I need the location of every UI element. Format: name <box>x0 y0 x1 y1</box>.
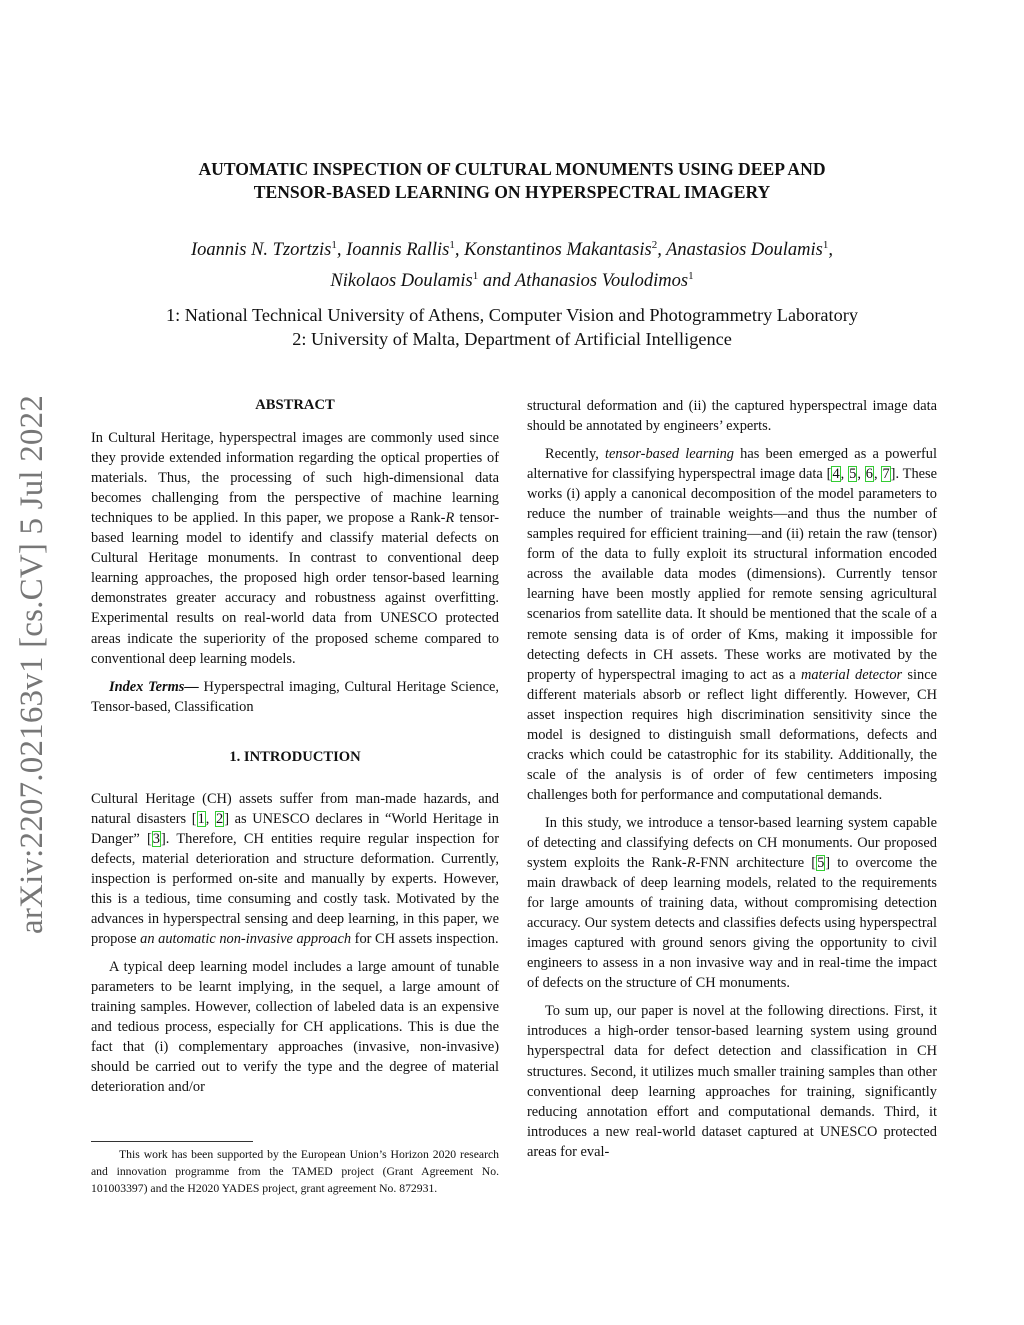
emphasis: tensor-based learning <box>604 446 734 463</box>
arxiv-identifier: arXiv:2207.02163v1 [cs.CV] 5 Jul 2022 <box>14 394 50 935</box>
footnote-text: This work has been supported by the European Union’s Horizon 2020 research and innovation programme from the TAMED project (Grant Agreement No. 101003397) and the H2020 YADES project, grant agreement No. 872931. <box>91 1148 499 1195</box>
index-terms-label: Index Terms— <box>109 678 199 695</box>
citation-link[interactable]: 4 <box>832 466 840 483</box>
author-name: Konstantinos Makantasis <box>464 240 652 261</box>
introduction-heading: 1. INTRODUCTION <box>229 748 361 765</box>
author-list <box>80 232 944 294</box>
citation-link[interactable]: 1 <box>197 810 205 827</box>
intro-paragraph-3: Recently, tensor-based learning has been emerged as a powerful alternative for classifying hyperspectral image data [4, 5, 6, 7]. These works (i) apply a canonical decomposition of the model parameters to reduce the number of trainable weights—and thus the number of samples required for efficient training—and (ii) retain the raw (tensor) form of the data to fully exploit its structural information encoded across the available data modes (dimensions). Currently tensor learning have been mostly applied for remote sensing agricultural scenarios from satellite data. It should be mentioned that the scale of a remote sensing data is of order of Kms, making it impossible for detecting defects in CH assets. These works are motivated by the property of hyperspectral imaging to act as a material detector since different materials absorb or reflect light differently. However, CH asset inspection requires high discrimination sensitivity since the model is designed to distinguish small deformations, defects and cracks which could be catastrophic for its stability. Additionally, the scale of the analysis is of order of few centimeters imposing challenges both for performance and computational demands. <box>527 446 938 803</box>
emphasis: an automatic non-invasive approach <box>140 931 352 948</box>
affiliation-2: 2: University of Malta, Department of Artificial Intelligence <box>292 328 732 349</box>
affil-mark: 1 <box>472 270 479 283</box>
intro-paragraph-continued: structural deformation and (ii) the captured hyperspectral image data should be annotated by engineers’ experts. <box>527 398 937 435</box>
citation-link[interactable]: 5 <box>849 466 857 483</box>
affil-mark: 1 <box>449 239 455 251</box>
author-name: Athanasios Voulodimos <box>514 271 689 292</box>
left-column <box>91 395 499 1105</box>
citation-link[interactable]: 3 <box>152 830 160 847</box>
right-column <box>527 396 937 1170</box>
author-name: Ioannis N. Tzortzis <box>190 240 332 261</box>
authors-line-2: Nikolaos Doulamis$^1$ and Athanasios Voulodimos$^1$ <box>330 270 694 292</box>
intro-paragraph-2: A typical deep learning model includes a large amount of tunable parameters to be learnt implying, in the sequel, a large amount of training samples. However, collection of labeled data is an expensive and tedious process, especially for CH applications. This is due the fact that (i) complementary approaches (invasive, non-invasive) should be carried out to verify the type and the degree of material deterioration and/or <box>91 959 499 1096</box>
author-name: Anastasios Doulamis <box>666 240 823 261</box>
index-terms: Index Terms— Hyperspectral imaging, Cultural Heritage Science, Tensor-based, Classification <box>91 678 499 715</box>
footnote <box>91 1146 499 1197</box>
affil-mark: 1 <box>822 239 829 251</box>
intro-paragraph-1: Cultural Heritage (CH) assets suffer from man-made hazards, and natural disasters [1, 2] as UNESCO declares in “World Heritage in Danger” [3]. Therefore, CH entities require regular inspection for defects, material deterioration and structure deformation. Currently, inspection is performed on-site and manually by experts. However, this is a tedious, time consuming and costly task. Motivated by the advances in hyperspectral sensing and deep learning, in this paper, we propose an automatic non-invasive approach for CH assets inspection. <box>91 790 499 948</box>
title-line-2: TENSOR-BASED LEARNING ON HYPERSPECTRAL IMAGERY <box>253 182 771 202</box>
intro-paragraph-4: In this study, we introduce a tensor-based learning system capable of detecting and classifying defects on CH monuments. Our proposed system exploits the Rank-R-FNN architecture [5] to overcome the main drawback of deep learning models, related to the requirements for large amounts of training data, without compromising detection accuracy. Our system detects and classifies defects using hyperspectral images captured with ground senors giving the opportunity to civil engineers to assess in a non invasive way and in real-time the impact of defects on the structure of CH monuments. <box>527 814 937 992</box>
citation-link[interactable]: 6 <box>865 466 873 483</box>
title-line-1: AUTOMATIC INSPECTION OF CULTURAL MONUMENTS USING DEEP AND <box>198 159 826 179</box>
affil-mark: 1 <box>688 270 694 283</box>
author-name: Nikolaos Doulamis <box>330 271 473 292</box>
emphasis: material detector <box>800 666 903 683</box>
paper-title <box>100 158 924 204</box>
affiliation-1: 1: National Technical University of Athens, Computer Vision and Photogrammetry Laboratory <box>165 305 858 325</box>
rank-symbol: R <box>686 855 696 872</box>
authors-line-1: Ioannis N. Tzortzis$^1$, Ioannis Rallis$^1$, Konstantinos Makantasis$^2$, Anastasios Doulamis$^1$, <box>190 239 834 261</box>
author-name: Ioannis Rallis <box>346 240 450 261</box>
citation-link[interactable]: 7 <box>882 466 890 483</box>
citation-link[interactable]: 2 <box>216 810 224 827</box>
affil-mark: 2 <box>651 239 658 251</box>
abstract-heading: ABSTRACT <box>255 397 335 413</box>
abstract-text: In Cultural Heritage, hyperspectral images are commonly used since they provide extended information regarding the optical properties of materials. Thus, the processing of such high-dimensional data becomes challenging from the perspective of machine learning techniques to be applied. In this paper, we propose a Rank-R tensor-based learning model to identify and classify material defects on Cultural Heritage monuments. In contrast to conventional deep learning approaches, the proposed high order tensor-based learning demonstrates greater accuracy and robustness against overfitting. Experimental results on real-world data from UNESCO protected areas indicate the superiority of the proposed scheme compared to conventional deep learning models. <box>91 430 499 667</box>
citation-link[interactable]: 5 <box>817 855 825 872</box>
rank-symbol: R <box>445 510 455 527</box>
affil-mark: 1 <box>331 239 337 251</box>
footnote-rule <box>91 1141 253 1142</box>
intro-paragraph-5: To sum up, our paper is novel at the following directions. First, it introduces a high-order tensor-based learning system using ground hyperspectral data for defect detection and classification in CH structures. Second, it utilizes much smaller training samples than other conventional deep learning approaches for training, significantly reducing annotation effort and computational demands. Third, it introduces a new real-world dataset captured at UNESCO protected areas for eval- <box>527 1003 937 1160</box>
affiliations <box>80 304 944 351</box>
